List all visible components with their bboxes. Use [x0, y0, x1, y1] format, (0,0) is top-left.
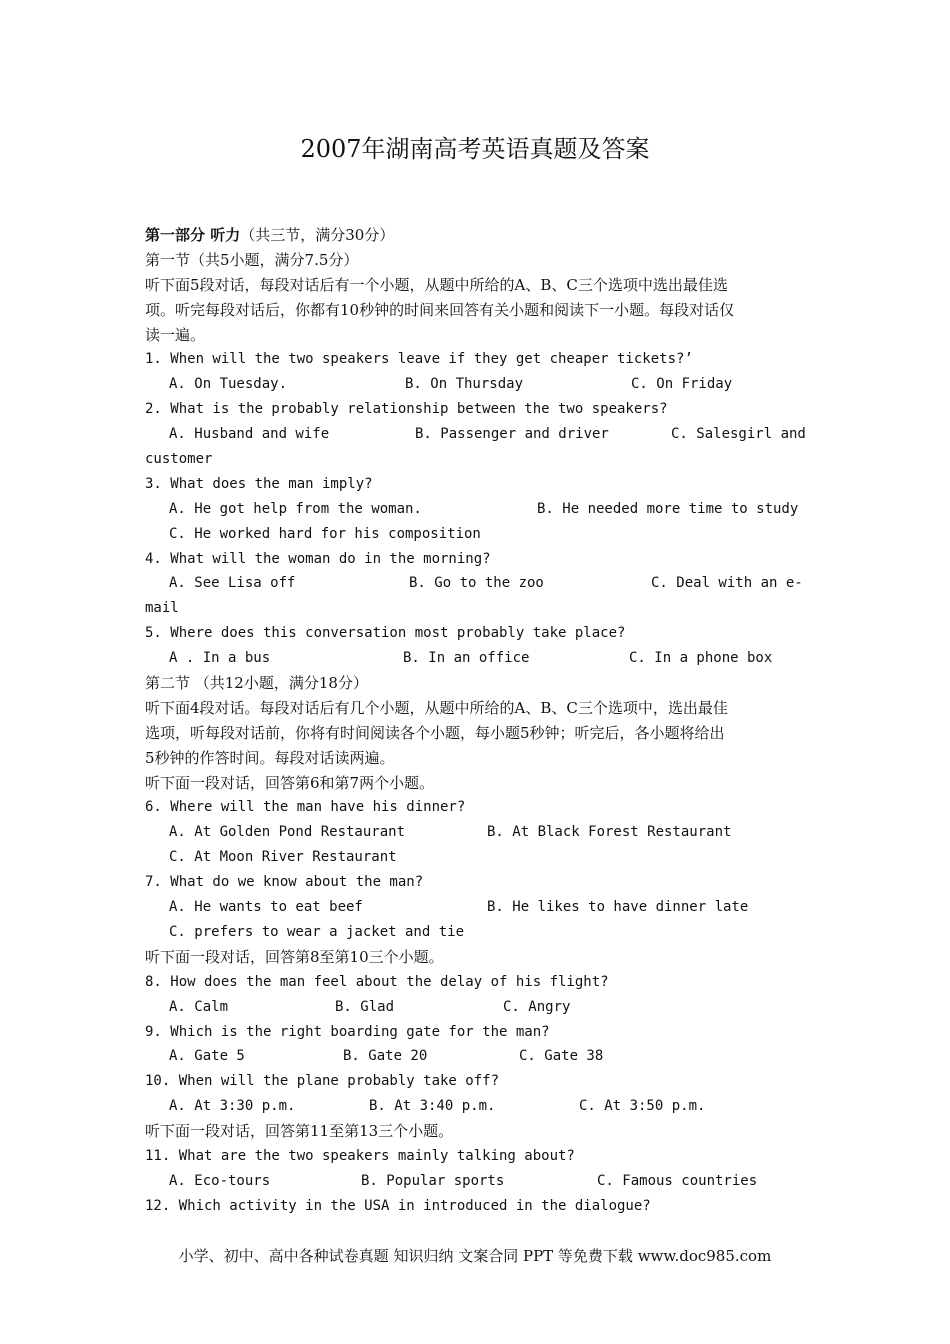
question-3-option-b: B. He needed more time to study	[537, 500, 799, 517]
dialog-1-instruction: 听下面一段对话，回答第6和第7两个小题。	[145, 773, 435, 792]
question-11-option-a: A. Eco-tours	[169, 1172, 271, 1189]
question-8-option-b: B. Glad	[335, 998, 395, 1015]
question-7-stem: 7. What do we know about the man?	[145, 874, 424, 891]
document-body	[145, 223, 807, 1219]
question-3-option-c: C. He worked hard for his composition	[169, 525, 481, 542]
question-11-option-c: C. Famous countries	[597, 1172, 758, 1189]
question-8-stem: 8. How does the man feel about the delay of his flight?	[145, 973, 609, 990]
question-2-option-a: A. Husband and wife	[169, 426, 330, 443]
section2-instructions-2: 选项，听每段对话前，你将有时间阅读各个小题，每小题5秒钟；听完后，各小题将给出	[145, 723, 725, 742]
question-6-option-b: B. At Black Forest Restaurant	[487, 824, 732, 841]
question-11-option-b: B. Popular sports	[361, 1172, 505, 1189]
question-6-stem: 6. Where will the man have his dinner?	[145, 799, 466, 816]
question-1-option-a: A. On Tuesday.	[169, 376, 288, 393]
question-10-option-a: A. At 3:30 p.m.	[169, 1098, 296, 1115]
section1-instructions-3: 读一遍。	[145, 325, 206, 344]
section1-instructions-1: 听下面5段对话，每段对话后有一个小题，从题中所给的A、B、C三个选项中选出最佳选	[145, 275, 728, 294]
question-6-option-a: A. At Golden Pond Restaurant	[169, 824, 406, 841]
question-1-stem: 1. When will the two speakers leave if they get cheaper tickets?’	[145, 351, 693, 368]
page-footer: 小学、初中、高中各种试卷真题 知识归纳 文案合同 PPT 等免费下载 www.doc985.com	[178, 1247, 772, 1265]
question-2-option-c-continued: customer	[145, 451, 213, 468]
question-5-option-b: B. In an office	[403, 650, 530, 667]
question-5-option-c: C. In a phone box	[629, 650, 773, 667]
question-4-option-b: B. Go to the zoo	[409, 575, 544, 592]
section2-heading: 第二节 （共12小题，满分18分）	[145, 674, 368, 693]
question-9-option-a: A. Gate 5	[169, 1048, 245, 1065]
question-7-options-ab	[145, 895, 807, 920]
question-7-option-c: C. prefers to wear a jacket and tie	[169, 923, 465, 940]
question-10-option-c: C. At 3:50 p.m.	[579, 1098, 706, 1115]
question-7-option-a: A. He wants to eat beef	[169, 899, 363, 916]
question-2-option-b: B. Passenger and driver	[415, 426, 609, 443]
dialog-3-instruction: 听下面一段对话，回答第11至第13三个小题。	[145, 1122, 454, 1141]
question-4-options	[145, 571, 807, 596]
question-1-option-b: B. On Thursday	[405, 376, 524, 393]
question-8-options	[145, 995, 807, 1020]
question-5-options	[145, 646, 807, 671]
question-9-option-b: B. Gate 20	[343, 1048, 428, 1065]
part1-heading	[145, 223, 807, 248]
question-10-option-b: B. At 3:40 p.m.	[369, 1098, 496, 1115]
question-2-option-c: C. Salesgirl and	[671, 426, 806, 443]
question-8-option-c: C. Angry	[503, 998, 571, 1015]
question-1-options	[145, 372, 807, 397]
question-9-option-c: C. Gate 38	[519, 1048, 604, 1065]
question-6-option-c: C. At Moon River Restaurant	[169, 849, 397, 866]
page-title: 2007年湖南高考英语真题及答案	[300, 135, 650, 163]
question-5-stem: 5. Where does this conversation most probably take place?	[145, 625, 626, 642]
question-10-stem: 10. When will the plane probably take off?	[145, 1073, 500, 1090]
part1-heading-rest: （共三节，满分30分）	[240, 226, 395, 244]
question-5-option-a: A . In a bus	[169, 650, 271, 667]
question-11-stem: 11. What are the two speakers mainly talking about?	[145, 1147, 575, 1164]
question-12-stem: 12. Which activity in the USA in introduced in the dialogue?	[145, 1197, 651, 1214]
question-3-option-a: A. He got help from the woman.	[169, 500, 422, 517]
question-4-stem: 4. What will the woman do in the morning?	[145, 550, 491, 567]
question-4-option-a: A. See Lisa off	[169, 575, 296, 592]
question-7-option-b: B. He likes to have dinner late	[487, 899, 749, 916]
question-1-option-c: C. On Friday	[631, 376, 733, 393]
question-10-options	[145, 1094, 807, 1119]
question-8-option-a: A. Calm	[169, 998, 229, 1015]
question-9-options	[145, 1044, 807, 1069]
section1-instructions-2: 项。听完每段对话后，你都有10秒钟的时间来回答有关小题和阅读下一小题。每段对话仅	[145, 300, 735, 319]
part1-heading-bold: 第一部分 听力	[145, 226, 241, 244]
question-3-options-ab	[145, 497, 807, 522]
question-11-options	[145, 1169, 807, 1194]
section1-heading: 第一节（共5小题，满分7.5分）	[145, 250, 359, 269]
question-3-stem: 3. What does the man imply?	[145, 475, 373, 492]
dialog-2-instruction: 听下面一段对话，回答第8至第10三个小题。	[145, 947, 444, 966]
section2-instructions-3: 5秒钟的作答时间。每段对话读两遍。	[145, 748, 395, 767]
question-4-option-c: C. Deal with an e-	[651, 575, 803, 592]
section2-instructions-1: 听下面4段对话。每段对话后有几个小题，从题中所给的A、B、C三个选项中，选出最佳	[145, 698, 728, 717]
question-2-stem: 2. What is the probably relationship between the two speakers?	[145, 401, 668, 418]
question-9-stem: 9. Which is the right boarding gate for the man?	[145, 1023, 550, 1040]
question-4-option-c-continued: mail	[145, 600, 179, 617]
question-6-options-ab	[145, 820, 807, 845]
question-2-options	[145, 422, 807, 447]
